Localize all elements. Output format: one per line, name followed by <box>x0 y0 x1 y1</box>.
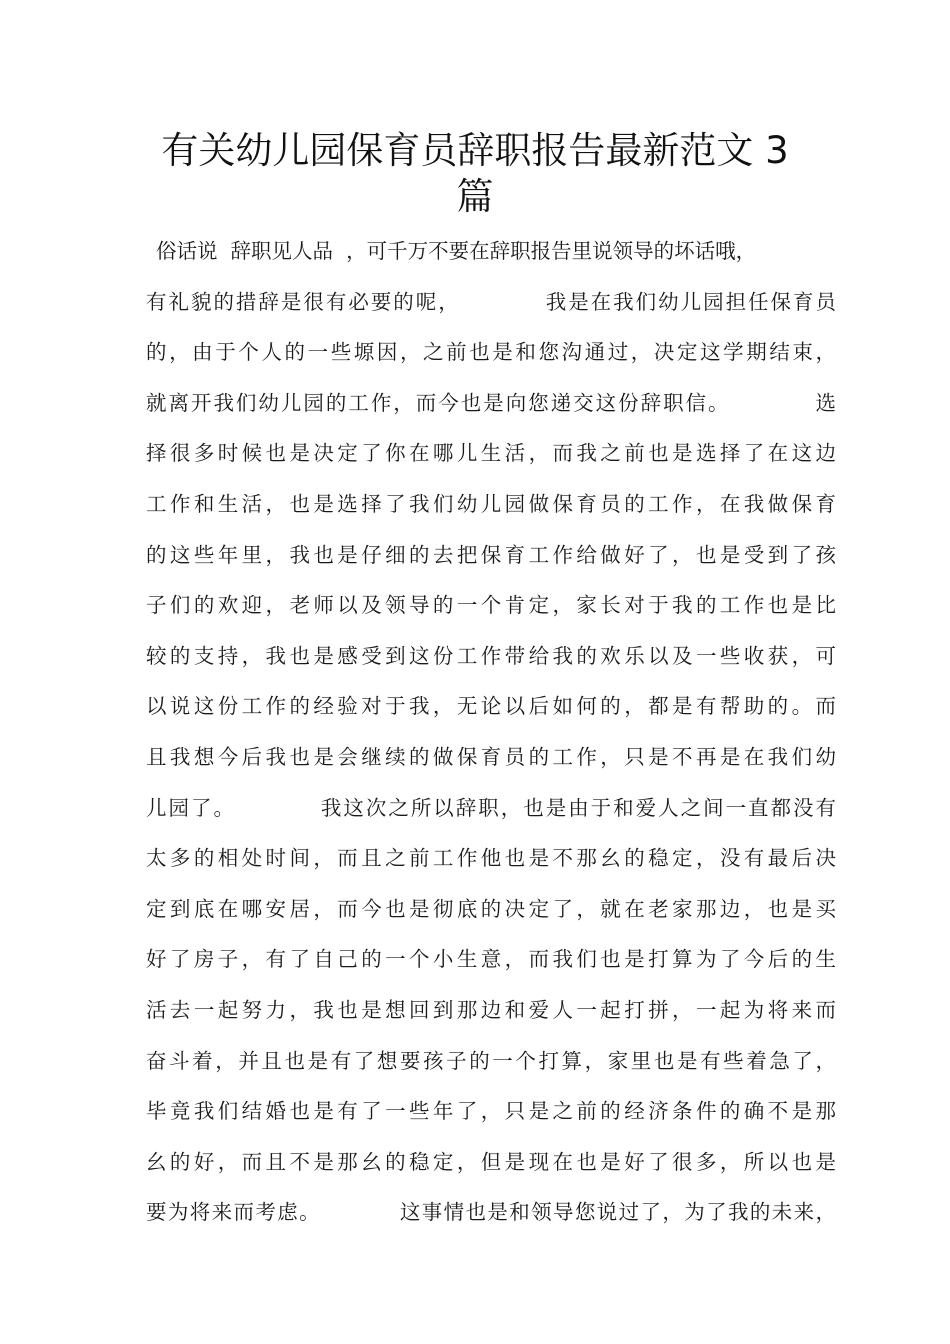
body-line: 的这些年里，我也是仔细的去把保育工作给做好了，也是受到了孩 <box>146 542 836 567</box>
body-line: 就离开我们幼儿园的工作，而今也是向您递交这份辞职信。 选 <box>146 390 836 415</box>
title-line-1: 有关幼儿园保育员辞职报告最新范文 3 <box>161 129 789 172</box>
body-line: 儿园了。 我这次之所以辞职，也是由于和爱人之间一直都没有 <box>146 795 836 820</box>
body-line: 较的支持，我也是感受到这份工作带给我的欢乐以及一些收获，可 <box>146 643 836 668</box>
body-line: 的，由于个人的一些塬因，之前也是和您沟通过，决定这学期结束， <box>146 340 836 365</box>
body-line: 定到底在哪安居，而今也是彻底的决定了，就在老家那边，也是买 <box>146 896 836 921</box>
body-line: 子们的欢迎，老师以及领导的一个肯定，家长对于我的工作也是比 <box>146 593 836 618</box>
body-line: 幺的好，而且不是那幺的稳定，但是现在也是好了很多，所以也是 <box>146 1149 836 1174</box>
document-title <box>100 128 850 220</box>
body-line: 且我想今后我也是会继续的做保育员的工作，只是不再是在我们幼 <box>146 744 836 769</box>
body-line: 奋斗着，并且也是有了想要孩子的一个打算，家里也是有些着急了， <box>146 1048 836 1073</box>
body-line: 毕竟我们结婚也是有了一些年了，只是之前的经济条件的确不是那 <box>146 1099 836 1124</box>
body-line: 太多的相处时间，而且之前工作他也是不那幺的稳定，没有最后决 <box>146 846 836 871</box>
body-line: 以说这份工作的经验对于我，无论以后如何的，都是有帮助的。而 <box>146 694 836 719</box>
body-line: 俗话说 辞职见人品 ，可千万不要在辞职报告里说领导的坏话哦， <box>156 239 757 263</box>
body-line: 要为将来而考虑。 这事情也是和领导您说过了，为了我的未来， <box>146 1200 836 1225</box>
document-body <box>146 232 836 1244</box>
body-line: 工作和生活，也是选择了我们幼儿园做保育员的工作，在我做保育 <box>146 491 836 516</box>
body-line: 活去一起努力，我也是想回到那边和爱人一起打拼，一起为将来而 <box>146 997 836 1022</box>
body-line: 好了房子，有了自己的一个小生意，而我们也是打算为了今后的生 <box>146 947 836 972</box>
title-line-2: 篇 <box>456 175 494 218</box>
body-line: 有礼貌的措辞是很有必要的呢， 我是在我们幼儿园担任保育员 <box>146 289 836 314</box>
body-line: 择很多时候也是决定了你在哪儿生活，而我之前也是选择了在这边 <box>146 441 836 466</box>
